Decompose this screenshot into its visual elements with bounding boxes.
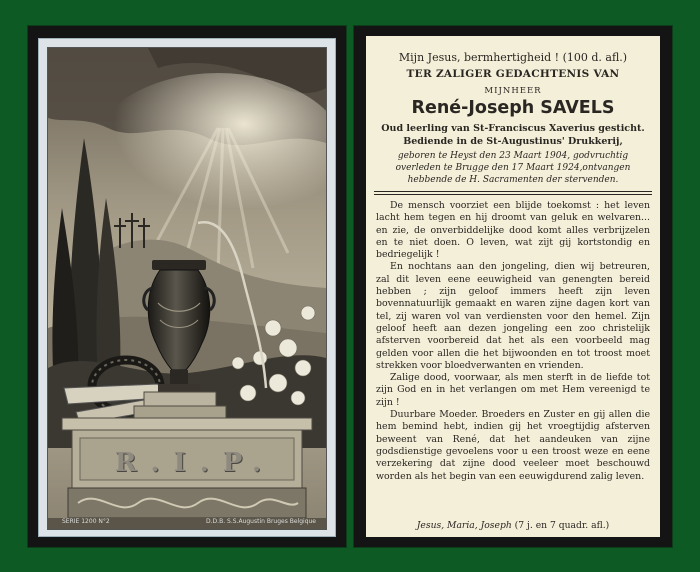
printer-caption: D.D.B. S.S.Augustin Bruges Belgique: [206, 518, 316, 525]
deceased-name: René-Joseph SAVELS: [411, 98, 615, 118]
memorial-illustration: [47, 47, 327, 530]
image-frame: [38, 38, 336, 537]
memorial-heading: TER ZALIGER GEDACHTENIS VAN: [406, 68, 620, 80]
memorial-body: [376, 200, 650, 483]
series-caption: SERIE 1200 N°2: [62, 518, 110, 525]
death-details: overleden te Brugge den 17 Maart 1924,ontvangen: [395, 163, 631, 173]
double-rule-divider: [374, 191, 652, 195]
paragraph-4: Duurbare Moeder. Broeders en Zuster en gij allen die hem bemind hebt, indien gij het vroegtijdig afsterven beweent van René, dat het aandeuken van zijne godsdienstige gevoelens voor u een troost weze en eene verzekering dat zijne dood veeleer moet beschouwd worden als het begin van een eeuwigdurend zalig leven.: [376, 409, 650, 482]
sacraments-details: hebbende de H. Sacramenten der stervenden.: [407, 175, 619, 185]
memorial-text-paper: [366, 36, 660, 537]
paragraph-1: De mensch voorziet een blijde toekomst : het leven lacht hem tegen en hij droomt van geluk en welvaren... en zie, de onverbiddelijke dood komt alles verbrijzelen en te niet doen. O leven, wat zijt gij kortstondig en bedriegelijk !: [376, 200, 650, 261]
closing-prayer: Jesus, Maria, Joseph: [416, 520, 512, 531]
memorial-card-image-side: [28, 26, 346, 547]
birth-details: geboren te Heyst den 23 Maart 1904, godvruchtig: [397, 151, 629, 161]
rip-inscription: R.I.P.: [114, 448, 276, 478]
closing-indulgence: (7 j. en 7 quadr. afl.): [514, 520, 610, 531]
closing-line: [366, 520, 660, 531]
paragraph-3: Zalige dood, voorwaar, als men sterft in de liefde tot zijn God en in het verlangen om met Hem vereenigd te zijn !: [376, 372, 650, 408]
print-caption-row: [48, 516, 326, 528]
subtitle-occupation: Bediende in de St-Augustinus' Drukkerij,: [403, 136, 623, 147]
invocation-line: Mijn Jesus, bermhertigheid ! (100 d. afl.): [398, 51, 628, 64]
honorific: MIJNHEER: [484, 86, 542, 96]
memorial-card-text-side: [354, 26, 672, 547]
subtitle-school: Oud leerling van St-Franciscus Xaverius gesticht.: [381, 123, 645, 134]
paragraph-2: En nochtans aan den jongeling, dien wij betreuren, zal dit leven eene eeuwigheid van genengten bereid hebben ; zijn geloof immers heeft zijn leven bovennatuurlijk gemaakt en waren zijne dagen kort van tel, zij waren vol van verdiensten voor den hemel. Zijn geloof heeft aan dezen jongeling een zoo christelijk afsterven voorbereid dat het als een voorbeeld mag gelden voor allen die het bijwoonden en tot troost moet strekken voor bloedverwanten en vrienden.: [376, 261, 650, 371]
